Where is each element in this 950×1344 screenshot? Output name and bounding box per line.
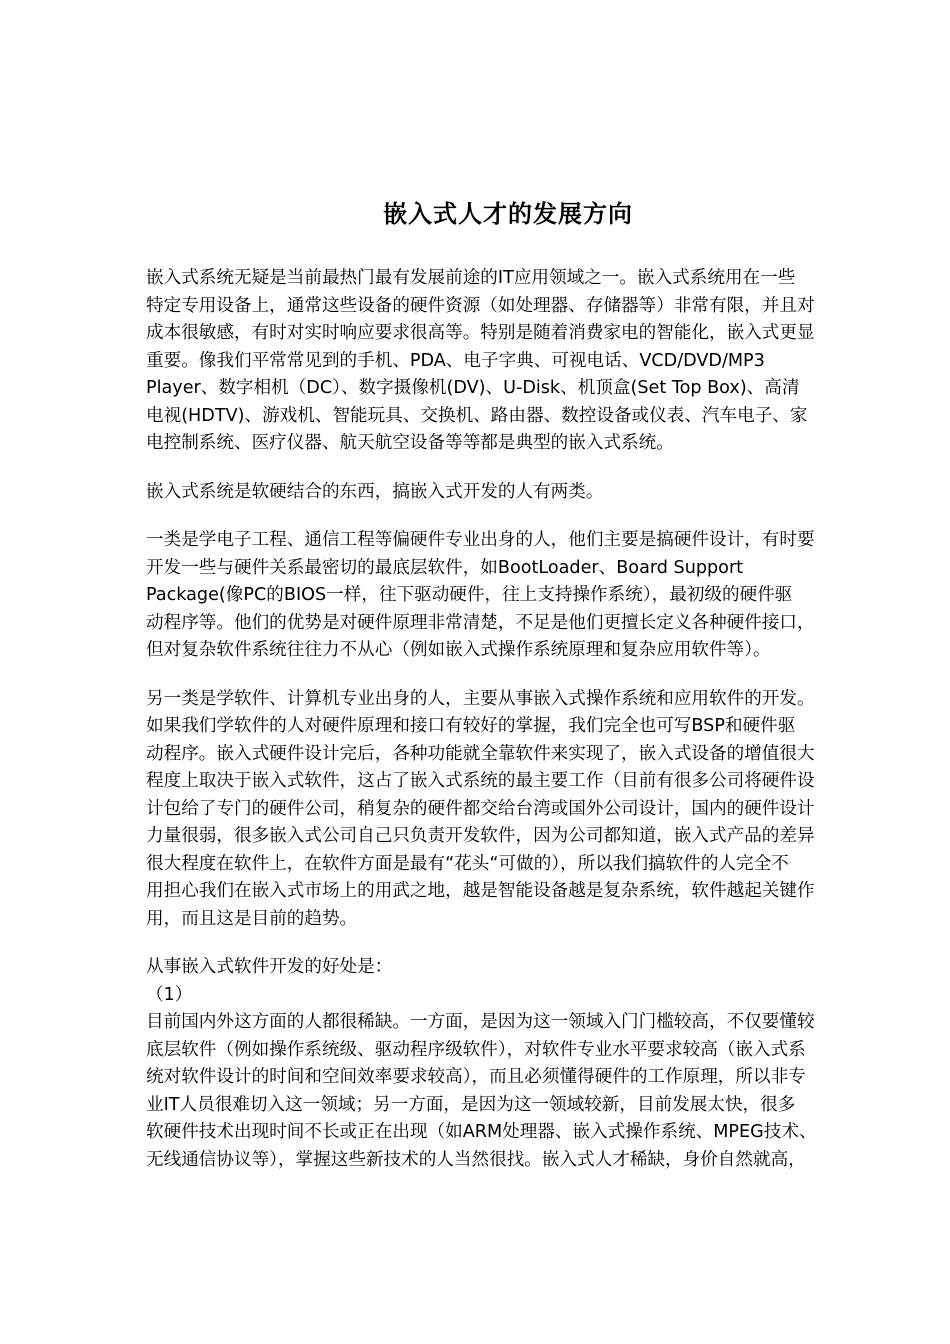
paragraph-software-developers: 另一类是学软件、计算机专业出身的人，主要从事嵌入式操作系统和应用软件的开发。 如果我们学软件的人对硬件原理和接口有较好的掌握，我们完全也可写BSP和硬件驱 动程序。嵌入式硬件设计完后，各种功能就全靠软件来实现了，嵌入式设备的增值很大 程度上取决于嵌入式软件，这占了嵌入式系统的最主要工作（目前有很多公司将硬件设 计包给了专门的硬件公司，稍复杂的硬件都交给台湾或国外公司设计，国内的硬件设计 力量很弱，很多嵌入式公司自己只负责开发软件，因为公司都知道，嵌入式产品的差异 很大程度在软件上，在软件方面是最有“花头“可做的），所以我们搞软件的人完全不 用担心我们在嵌入式市场上的用武之地，越是智能设备越是复杂系统，软件越起关键作 用，而且这是目前的趋势。 [146, 688, 815, 929]
list-marker-1: （1） [146, 984, 193, 1005]
paragraph-intro: 嵌入式系统无疑是当前最热门最有发展前途的IT应用领域之一。嵌入式系统用在一些 特定专用设备上，通常这些设备的硬件资源（如处理器、存储器等）非常有限，并且对 成本很敏感，有时对实时响应要求很高等。特别是随着消费家电的智能化，嵌入式更显 重要。像我们平常常见到的手机、PDA、电子字典、可视电话、VCD/DVD/MP3 Player、数字相机（DC）、数字摄像机(DV)、U-Disk、机顶盒(Set Top Box)、高清 电视(HDTV)、游戏机、智能玩具、交换机、路由器、数控设备或仪表、汽车电子、家 电控制系统、医疗仪器、航天航空设备等等都是典型的嵌入式系统。 [146, 268, 815, 453]
paragraph-benefit-1: 目前国内外这方面的人都很稀缺。一方面，是因为这一领域入门门槛较高，不仅要懂较 底层软件（例如操作系统级、驱动程序级软件），对软件专业水平要求较高（嵌入式系 统对软件设计的时间和空间效率要求较高），而且必须懂得硬件的工作原理，所以非专 业IT人员很难切入这一领域；另一方面，是因为这一领域较新，目前发展太快，很多 软硬件技术出现时间不长或正在出现（如ARM处理器、嵌入式操作系统、MPEG技术、 无线通信协议等），掌握这些新技术的人当然很找。嵌入式人才稀缺，身价自然就高， [146, 1012, 817, 1170]
paragraph-benefits-heading: 从事嵌入式软件开发的好处是： [146, 957, 393, 977]
paragraph-two-types: 嵌入式系统是软硬结合的东西，搞嵌入式开发的人有两类。 [146, 481, 604, 502]
document-body [146, 265, 886, 1195]
paragraph-hardware-developers: 一类是学电子工程、通信工程等偏硬件专业出身的人，他们主要是搞硬件设计，有时要 开发一些与硬件关系最密切的最底层软件，如BootLoader、Board Support Package(像PC的BIOS一样，往下驱动硬件，往上支持操作系统），最初级的硬件驱 动程序等。他们的优势是对硬件原理非常清楚，不足是他们更擅长定义各种硬件接口， 但对复杂软件系统往往力不从心（例如嵌入式操作系统原理和复杂应用软件等）。 [146, 530, 815, 660]
page-title: 嵌入式人才的发展方向 [383, 200, 633, 228]
